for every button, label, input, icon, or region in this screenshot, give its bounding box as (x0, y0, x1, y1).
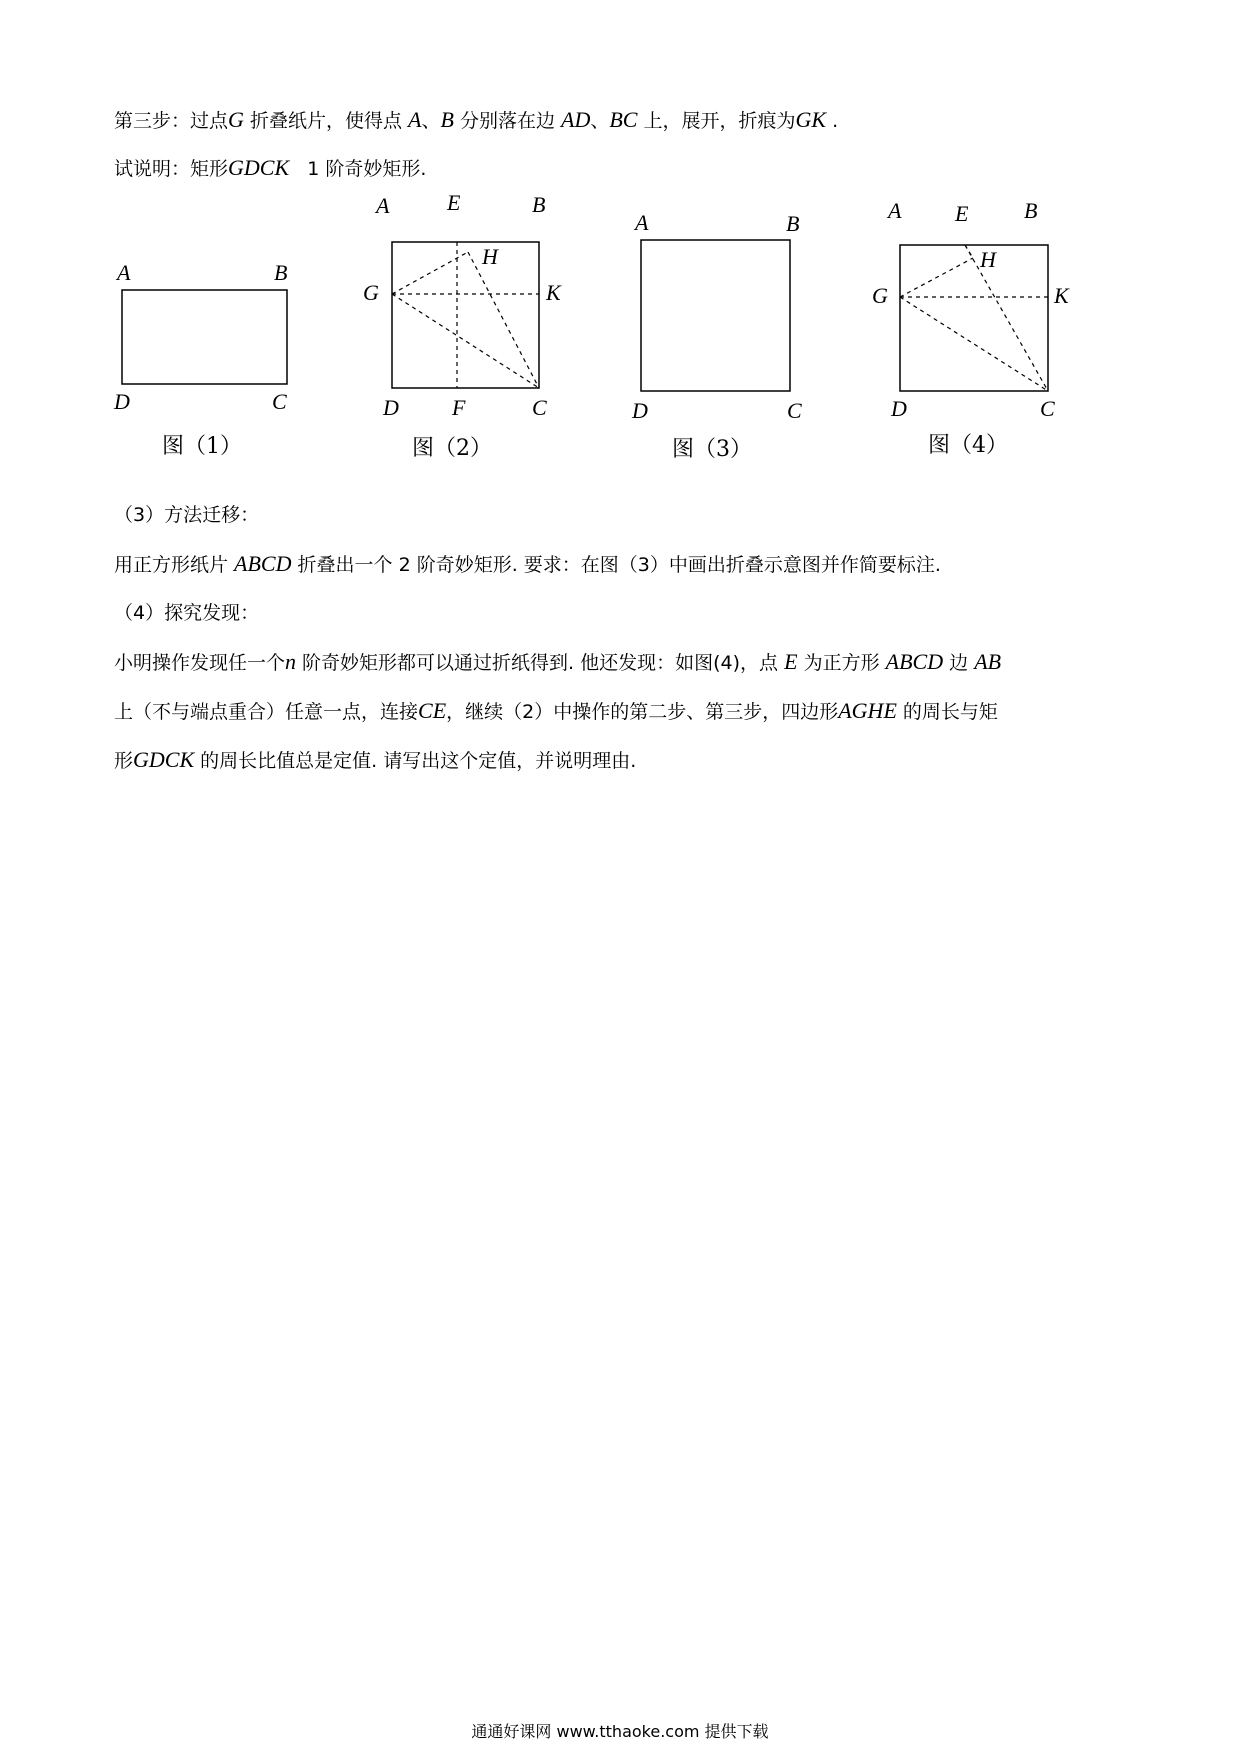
figure-2-diagram (358, 212, 568, 392)
q4-line-1: 小明操作发现任一个n 阶奇妙矩形都可以通过折纸得到. 他还发现：如图(4)，点 E 为正方形 ABCD 边 AB (114, 649, 1002, 674)
figure-2 (358, 190, 568, 462)
label-D: D (383, 395, 399, 420)
fold-GC (900, 297, 1048, 391)
label-A: A (635, 210, 649, 235)
label-B: B (532, 192, 546, 217)
rectangle-abcd (122, 290, 287, 384)
figure-4-diagram (868, 215, 1078, 395)
label-E: E (955, 201, 969, 226)
label-B: B (786, 211, 800, 236)
q4-line-3: 形GDCK 的周长比值总是定值. 请写出这个定值，并说明理由. (114, 747, 637, 772)
square-abcd (641, 240, 790, 391)
label-K: K (546, 280, 561, 305)
label-A: A (376, 193, 390, 218)
label-C: C (272, 389, 287, 414)
label-F: F (452, 395, 466, 420)
point-G: G (228, 107, 244, 132)
q4-line-2: 上（不与端点重合）任意一点，连接CE，继续（2）中操作的第二步、第三步，四边形AGHE 的周长与矩 (114, 698, 998, 723)
fold-EH (965, 245, 973, 258)
fold-HC (468, 252, 539, 388)
q3-body: 用正方形纸片 ABCD 折叠出一个 2 阶奇妙矩形. 要求：在图（3）中画出折叠示意图并作简要标注. (114, 551, 941, 576)
label-E: E (447, 190, 461, 215)
fold-GC (392, 294, 539, 388)
figure-2-caption: 图（2） (412, 436, 492, 461)
label-D: D (891, 396, 907, 421)
fold-EC (965, 245, 1048, 391)
fold-lines (392, 242, 539, 388)
figure-3-caption: 图（3） (672, 437, 752, 462)
square-abcd (392, 242, 539, 388)
label-D: D (114, 389, 130, 414)
label-K: K (1054, 283, 1069, 308)
figure-4-caption: 图（4） (928, 433, 1008, 458)
label-G: G (363, 280, 379, 305)
label-A: A (117, 260, 131, 285)
label-H: H (482, 244, 498, 269)
fold-GH (900, 258, 973, 297)
footer: 通通好课网 www.tthaoke.com 提供下载 (471, 1722, 769, 1741)
label-D: D (632, 398, 648, 423)
figure-4 (868, 198, 1078, 465)
label-C: C (787, 398, 802, 423)
label-B: B (274, 260, 288, 285)
q3-heading: （3）方法迁移： (114, 504, 260, 526)
explain-line: 试说明：矩形GDCK 1 阶奇妙矩形. (114, 155, 427, 180)
label-G: G (872, 283, 888, 308)
step3-line: 第三步：过点G 折叠纸片，使得点 A、B 分别落在边 AD、BC 上，展开，折痕为GK . (114, 107, 839, 132)
square-abcd (900, 245, 1048, 391)
q4-heading: （4）探究发现： (114, 602, 260, 624)
figure-1-caption: 图（1） (162, 434, 242, 459)
fold-lines (900, 245, 1048, 391)
figure-3-diagram (600, 210, 820, 400)
label-B: B (1024, 198, 1038, 223)
label-H: H (980, 247, 996, 272)
label-C: C (1040, 396, 1055, 421)
figure-1 (110, 255, 310, 465)
figure-3 (600, 210, 820, 470)
fold-GH (392, 252, 468, 294)
label-C: C (532, 395, 547, 420)
label-A: A (888, 198, 902, 223)
